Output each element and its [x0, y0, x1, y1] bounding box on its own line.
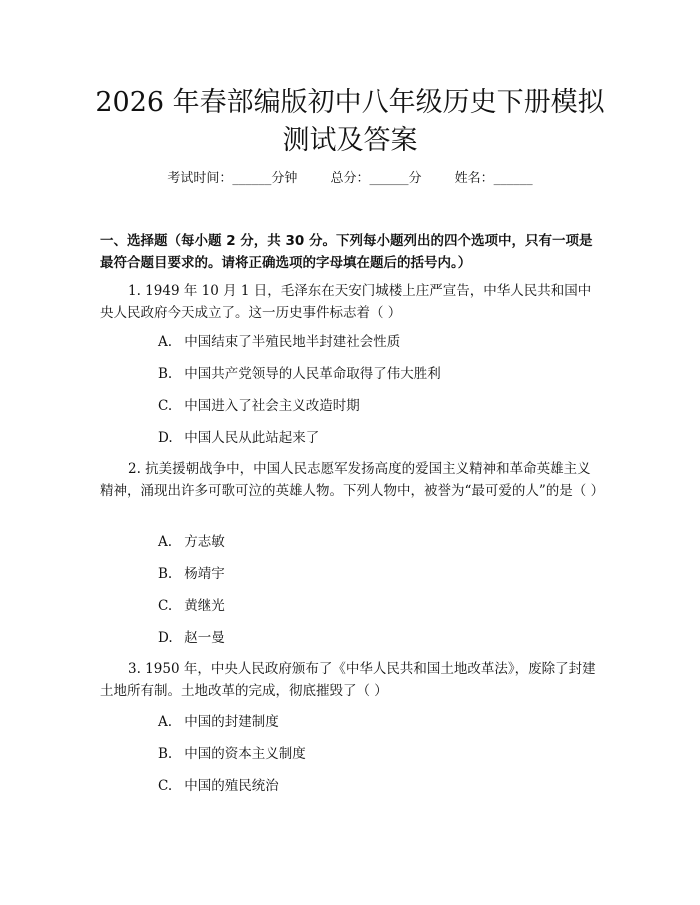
total-score-field: 总分：______分 — [330, 171, 422, 186]
option-letter: D. — [158, 430, 173, 446]
option-text: 中国共产党领导的人民革命取得了伟大胜利 — [184, 366, 441, 382]
option-text: 赵一曼 — [184, 630, 225, 646]
option-text: 中国的资本主义制度 — [184, 746, 306, 762]
option-letter: B. — [158, 366, 173, 382]
question-option — [158, 332, 598, 352]
question-option — [158, 744, 598, 764]
option-letter: D. — [158, 630, 173, 646]
option-text: 黄继光 — [184, 598, 225, 614]
option-text: 杨靖宇 — [184, 566, 225, 582]
exam-meta — [0, 170, 700, 188]
question-stem: 1. 1949 年 10 月 1 日，毛泽东在天安门城楼上庄严宣告，中华人民共和国中央人民政府今天成立了。这一历史事件标志着（ ） — [100, 283, 592, 321]
option-text: 方志敏 — [184, 534, 225, 550]
option-letter: C. — [158, 598, 173, 614]
question-option — [158, 396, 598, 416]
question-option — [158, 776, 598, 796]
option-letter: C. — [158, 778, 173, 794]
question-option — [158, 628, 598, 648]
question-option — [158, 712, 598, 732]
question-option — [158, 428, 598, 448]
student-name-field: 姓名：______ — [454, 171, 533, 186]
question-option — [158, 364, 598, 384]
question-stem: 2. 抗美援朝战争中，中国人民志愿军发扬高度的爱国主义精神和革命英雄主义精神，涌现出许多可歌可泣的英雄人物。下列人物中，被誉为“最可爱的人”的是（ ） — [100, 461, 605, 499]
option-text: 中国的殖民统治 — [184, 778, 279, 794]
question-option — [158, 532, 598, 552]
option-text: 中国结束了半殖民地半封建社会性质 — [184, 334, 401, 350]
question-stem: 3. 1950 年，中央人民政府颁布了《中华人民共和国土地改革法》，废除了封建土地所有制。土地改革的完成，彻底摧毁了（ ） — [100, 661, 596, 699]
option-text: 中国的封建制度 — [184, 714, 279, 730]
option-letter: A. — [158, 534, 173, 550]
option-text: 中国人民从此站起来了 — [184, 430, 320, 446]
option-letter: C. — [158, 398, 173, 414]
option-letter: A. — [158, 714, 173, 730]
option-letter: A. — [158, 334, 173, 350]
question-option — [158, 596, 598, 616]
question-option — [158, 564, 598, 584]
page-title: 2026 年春部编版初中八年级历史下册模拟测试及答案 — [95, 87, 605, 156]
exam-time-field: 考试时间：______分钟 — [167, 171, 298, 186]
option-text: 中国进入了社会主义改造时期 — [184, 398, 360, 414]
section-heading: 一、选择题（每小题 2 分，共 30 分。下列每小题列出的四个选项中，只有一项是最符合题目要求的。请将正确选项的字母填在题后的括号内。） — [100, 233, 593, 271]
option-letter: B. — [158, 746, 173, 762]
option-letter: B. — [158, 566, 173, 582]
